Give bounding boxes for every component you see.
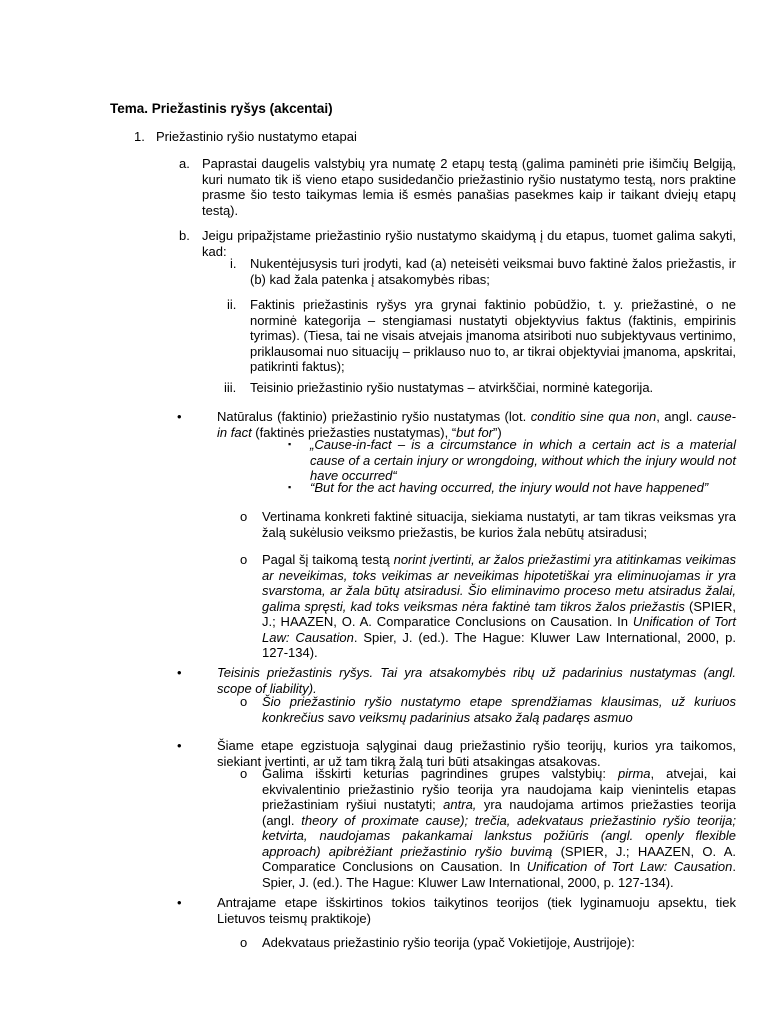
sub-paragraph: Pagal šį taikomą testą norint įvertinti, ar žalos priežastimi yra atitinkamas veikimas ar neveikimas, toks veikimas ar neveikimas hipotetiškai yra eliminuojamas ir yra svarstoma, ar žala būtų atsiradusi. Šio eliminavimo proceso metu atsiradus žalai, galima spręsti, kad toks veiksmas nėra faktinė tam tikros žalos priežastis (SPIER, J.; HAAZEN, O. A. Comparatice Conclusions on Causation. In Unification of Tort Law: Causation. Spier, J. (ed.). The Hague: Kluwer Law International, 2000, p. 127-134). (262, 552, 736, 660)
paragraph-b: Jeigu pripažįstame priežastinio ryšio nustatymo skaidymą į du etapus, tuomet galima sakyti, kad: (202, 228, 736, 259)
bullet-icon: • (177, 665, 182, 680)
bullet-paragraph: Natūralus (faktinio) priežastinio ryšio nustatymas (lot. conditio sine qua non, angl. cause-in fact (faktinės priežasties nustatymas), “but for”) (217, 409, 736, 440)
roman-item: Faktinis priežastinis ryšys yra grynai faktinio pobūdžio, t. y. priežastinė, o ne norminė kategorija – stengiamasi nustatyti objektyvius faktus (faktinis, empirinis tyrimas). (Tiesa, tai ne visais atvejais įmanoma atsiriboti nuo subjektyvaus vertinimo, priklausomai nuo situacijų – priklauso nuo to, ar tikrai objektyviai įmanoma, apskritai, patikrinti faktus); (250, 297, 736, 374)
circle-bullet-icon: o (240, 766, 248, 781)
bullet-icon: • (177, 895, 182, 910)
bullet-paragraph: Teisinis priežastinis ryšys. Tai yra atsakomybės ribų už padarinius nustatymas (angl. scope of liability). (217, 665, 736, 696)
document-title: Tema. Priežastinis ryšys (akcentai) (110, 101, 333, 116)
bullet-paragraph: Antrajame etape išskirtinos tokios taikytinos teorijos (tiek lyginamuoju apsektu, tiek Lietuvos teismų praktikoje) (217, 895, 736, 926)
roman-item: Teisinio priežastinio ryšio nustatymas – atvirkščiai, norminė kategorija. (250, 380, 654, 395)
roman-item: Nukentėjusysis turi įrodyti, kad (a) neteisėti veiksmai buvo faktinė žalos priežastis, ir (b) kad žala patenka į atsakomybės ribas; (250, 256, 736, 287)
quote-paragraph: “But for the act having occurred, the injury would not have happened” (310, 480, 709, 495)
circle-bullet-icon: o (240, 935, 248, 950)
list-marker: 1. (134, 129, 145, 144)
sub-paragraph: Galima išskirti keturias pagrindines grupes valstybių: pirma, atvejai, kai ekvivalentinio priežastinio ryšio teorija yra naudojama kaip vienintelis etapas priežastiniam ryšiui nustatyti; antra, yra naudojama artimos priežasties teorija (angl. theory of proximate cause); trečia, adekvataus priežastinio ryšio teorija; ketvirta, naudojamas pakankamai lankstus požiūris (angl. openly flexible approach) apibrėžiant priežastinio ryšio buvimą (SPIER, J.; HAAZEN, O. A. Comparatice Conclusions on Causation. In Unification of Tort Law: Causation. Spier, J. (ed.). The Hague: Kluwer Law International, 2000, p. 127-134). (262, 766, 737, 890)
sub-paragraph: Šio priežastinio ryšio nustatymo etape sprendžiamas klausimas, už kuriuos konkrečius savo veiksmų padarinius atsako žalą padaręs asmuo (262, 694, 736, 725)
bullet-icon: • (177, 738, 182, 753)
square-bullet-icon: ▪ (288, 482, 292, 492)
sub-paragraph: Vertinama konkreti faktinė situacija, siekiama nustatyti, ar tam tikras veiksmas yra žalą sukėlusio veiksmo priežastis, be kurios žala nebūtų atsiradusi; (262, 509, 736, 540)
bullet-icon: • (177, 409, 182, 424)
circle-bullet-icon: o (240, 552, 248, 567)
circle-bullet-icon: o (240, 694, 248, 709)
bullet-paragraph: Šiame etape egzistuoja sąlyginai daug priežastinio ryšio teorijų, kurios yra taikomos, siekiant įvertinti, ar už tam tikrą žalą turi būti atsakingas atsakovas. (217, 738, 736, 769)
sub-paragraph: Adekvataus priežastinio ryšio teorija (ypač Vokietijoje, Austrijoje): (262, 935, 635, 950)
list-marker: ii. (227, 297, 237, 312)
list-marker: a. (179, 156, 190, 171)
section-heading: Priežastinio ryšio nustatymo etapai (156, 129, 357, 144)
list-marker: b. (179, 228, 190, 243)
list-marker: i. (230, 256, 237, 271)
list-marker: iii. (224, 380, 237, 395)
paragraph-a: Paprastai daugelis valstybių yra numatę 2 etapų testą (galima paminėti prie išimčių Belgiją, kuri numato tik iš vieno etapo susidedančio priežastinio ryšio nustatymo testą, nors praktine prasme šio testo taikymas lemia iš esmės panašias pasekmes kaip ir taikant dviejų etapų testą). (202, 156, 736, 218)
circle-bullet-icon: o (240, 509, 248, 524)
quote-paragraph: „Cause-in-fact – is a circumstance in which a certain act is a material cause of a certain injury or wrongdoing, without which the injury would not have occurred“ (310, 437, 736, 483)
square-bullet-icon: ▪ (288, 439, 292, 449)
